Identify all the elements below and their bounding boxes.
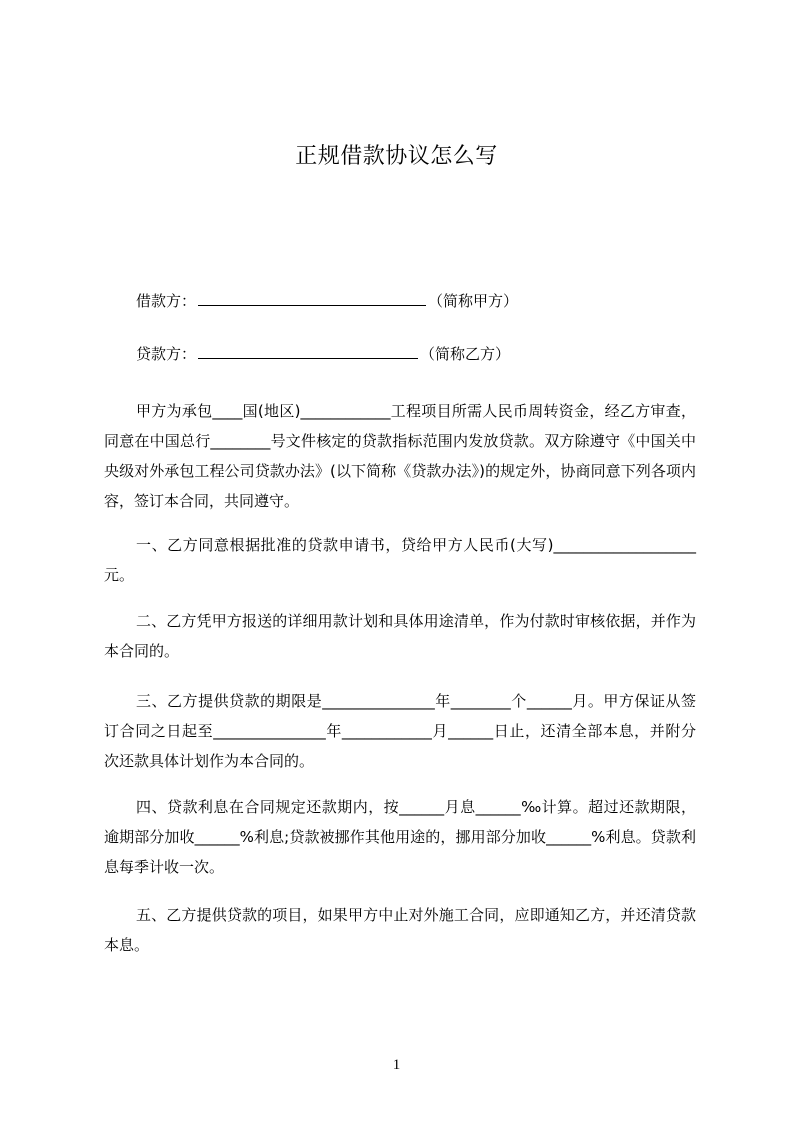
page-number: 1 [392,1057,401,1073]
clause-1-text: 一、乙方同意根据批准的贷款申请书，贷给甲方人民币(大写)___________________元。 [104,536,696,584]
clause-3 [104,686,696,776]
clause-3-text: 三、乙方提供贷款的期限是_______________年________个______月。甲方保证从签订合同之日起至_______________年____________月______日止，还清全部本息，并附分次还款具体计划作为本合同的。 [104,692,696,770]
clause-4 [104,792,696,882]
clause-2-text: 二、乙方凭甲方报送的详细用款计划和具体用途清单，作为付款时审核依据，并作为本合同的。 [104,612,696,660]
lender-name-blank [198,343,418,359]
clause-5 [104,900,696,960]
intro-paragraph [104,396,696,516]
borrower-suffix: （简称甲方） [428,292,519,310]
clause-1 [104,530,696,590]
lender-label: 贷款方： [136,345,197,363]
clause-4-text: 四、贷款利息在合同规定还款期内，按______月息______‰计算。超过还款期限，逾期部分加收______%利息;贷款被挪作其他用途的，挪用部分加收______%利息。贷款利息每季计收一次。 [104,798,696,876]
borrower-label: 借款方： [136,292,197,310]
borrower-line [136,290,518,312]
clause-2 [104,606,696,666]
document-title: 正规借款协议怎么写 [295,144,498,169]
borrower-name-blank [198,290,426,306]
lender-suffix: （简称乙方） [420,345,511,363]
lender-line [136,343,510,365]
clause-5-text: 五、乙方提供贷款的项目，如果甲方中止对外施工合同，应即通知乙方，并还清贷款本息。 [104,906,696,954]
intro-paragraph-text: 甲方为承包____国(地区)____________工程项目所需人民币周转资金，经乙方审查，同意在中国总行________号文件核定的贷款指标范围内发放贷款。双方除遵守《中国关中央级对外承包工程公司贷款办法》(以下简称《贷款办法》)的规定外，协商同意下列各项内容，签订本合同，共同遵守。 [104,402,696,510]
